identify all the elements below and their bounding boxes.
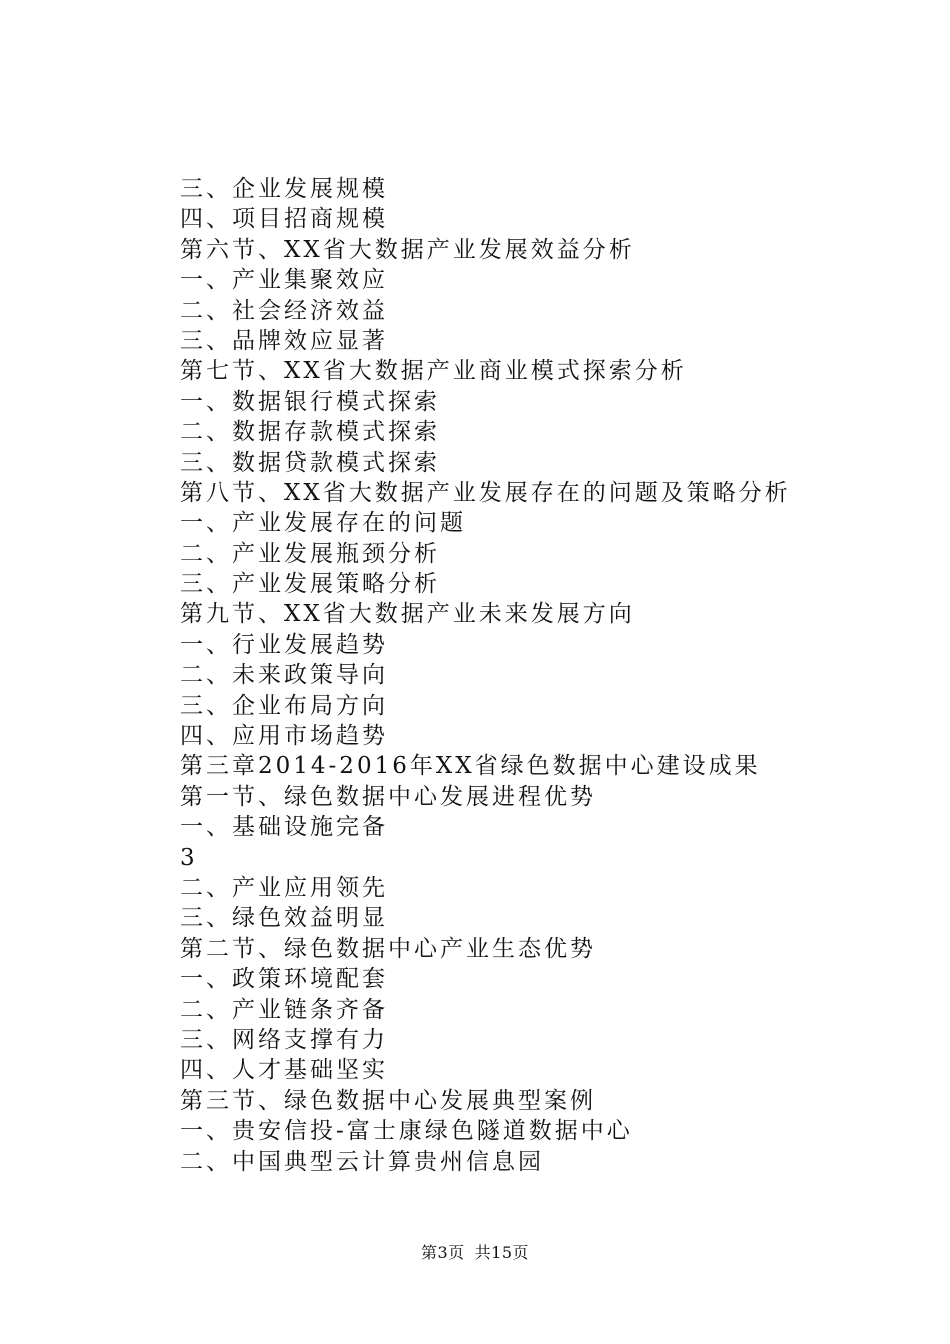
- toc-line: 一、产业集聚效应: [180, 267, 388, 294]
- toc-section-heading: 第六节、XX省大数据产业发展效益分析: [180, 236, 635, 263]
- toc-line: 四、应用市场趋势: [180, 723, 388, 750]
- toc-line: 二、产业链条齐备: [180, 996, 388, 1023]
- footer-total-pages: 共15页: [474, 1243, 530, 1262]
- toc-line: 二、未来政策导向: [180, 662, 388, 689]
- toc-section-heading: 第二节、绿色数据中心产业生态优势: [180, 935, 596, 962]
- toc-line: 四、人才基础坚实: [180, 1057, 388, 1084]
- toc-section-heading: 第一节、绿色数据中心发展进程优势: [180, 783, 596, 810]
- toc-line: 一、基础设施完备: [180, 814, 388, 841]
- toc-line: 一、行业发展趋势: [180, 631, 388, 658]
- toc-line: 一、数据银行模式探索: [180, 388, 440, 415]
- toc-line: 三、品牌效应显著: [180, 327, 388, 354]
- toc-section-heading: 第九节、XX省大数据产业未来发展方向: [180, 601, 635, 628]
- toc-line: 二、社会经济效益: [180, 297, 388, 324]
- table-of-contents: [180, 174, 880, 1177]
- toc-line: 三、企业发展规模: [180, 176, 388, 202]
- toc-line: 三、数据贷款模式探索: [180, 449, 440, 476]
- toc-line: 一、产业发展存在的问题: [180, 510, 466, 537]
- toc-line: 三、绿色效益明显: [180, 905, 388, 932]
- toc-line: 一、贵安信投-富士康绿色隧道数据中心: [180, 1118, 633, 1145]
- toc-line: 三、网络支撑有力: [180, 1026, 388, 1053]
- toc-line: 二、数据存款模式探索: [180, 419, 440, 446]
- toc-line: 一、政策环境配套: [180, 966, 388, 993]
- toc-section-heading: 第八节、XX省大数据产业发展存在的问题及策略分析: [180, 479, 791, 506]
- toc-line: 二、中国典型云计算贵州信息园: [180, 1148, 544, 1175]
- toc-line: 二、产业应用领先: [180, 874, 388, 901]
- toc-section-heading: 第三节、绿色数据中心发展典型案例: [180, 1087, 596, 1114]
- toc-line: 二、产业发展瓶颈分析: [180, 540, 440, 567]
- page-footer: [0, 1242, 950, 1264]
- toc-line: 三、企业布局方向: [180, 692, 388, 719]
- toc-section-heading: 第七节、XX省大数据产业商业模式探索分析: [180, 358, 687, 385]
- footer-page-number: 第3页: [420, 1243, 465, 1262]
- toc-line: 三、产业发展策略分析: [180, 571, 440, 598]
- toc-line: 四、项目招商规模: [180, 206, 388, 233]
- inline-page-number: 3: [180, 844, 198, 871]
- toc-chapter-heading: 第三章2014-2016年XX省绿色数据中心建设成果: [180, 753, 761, 780]
